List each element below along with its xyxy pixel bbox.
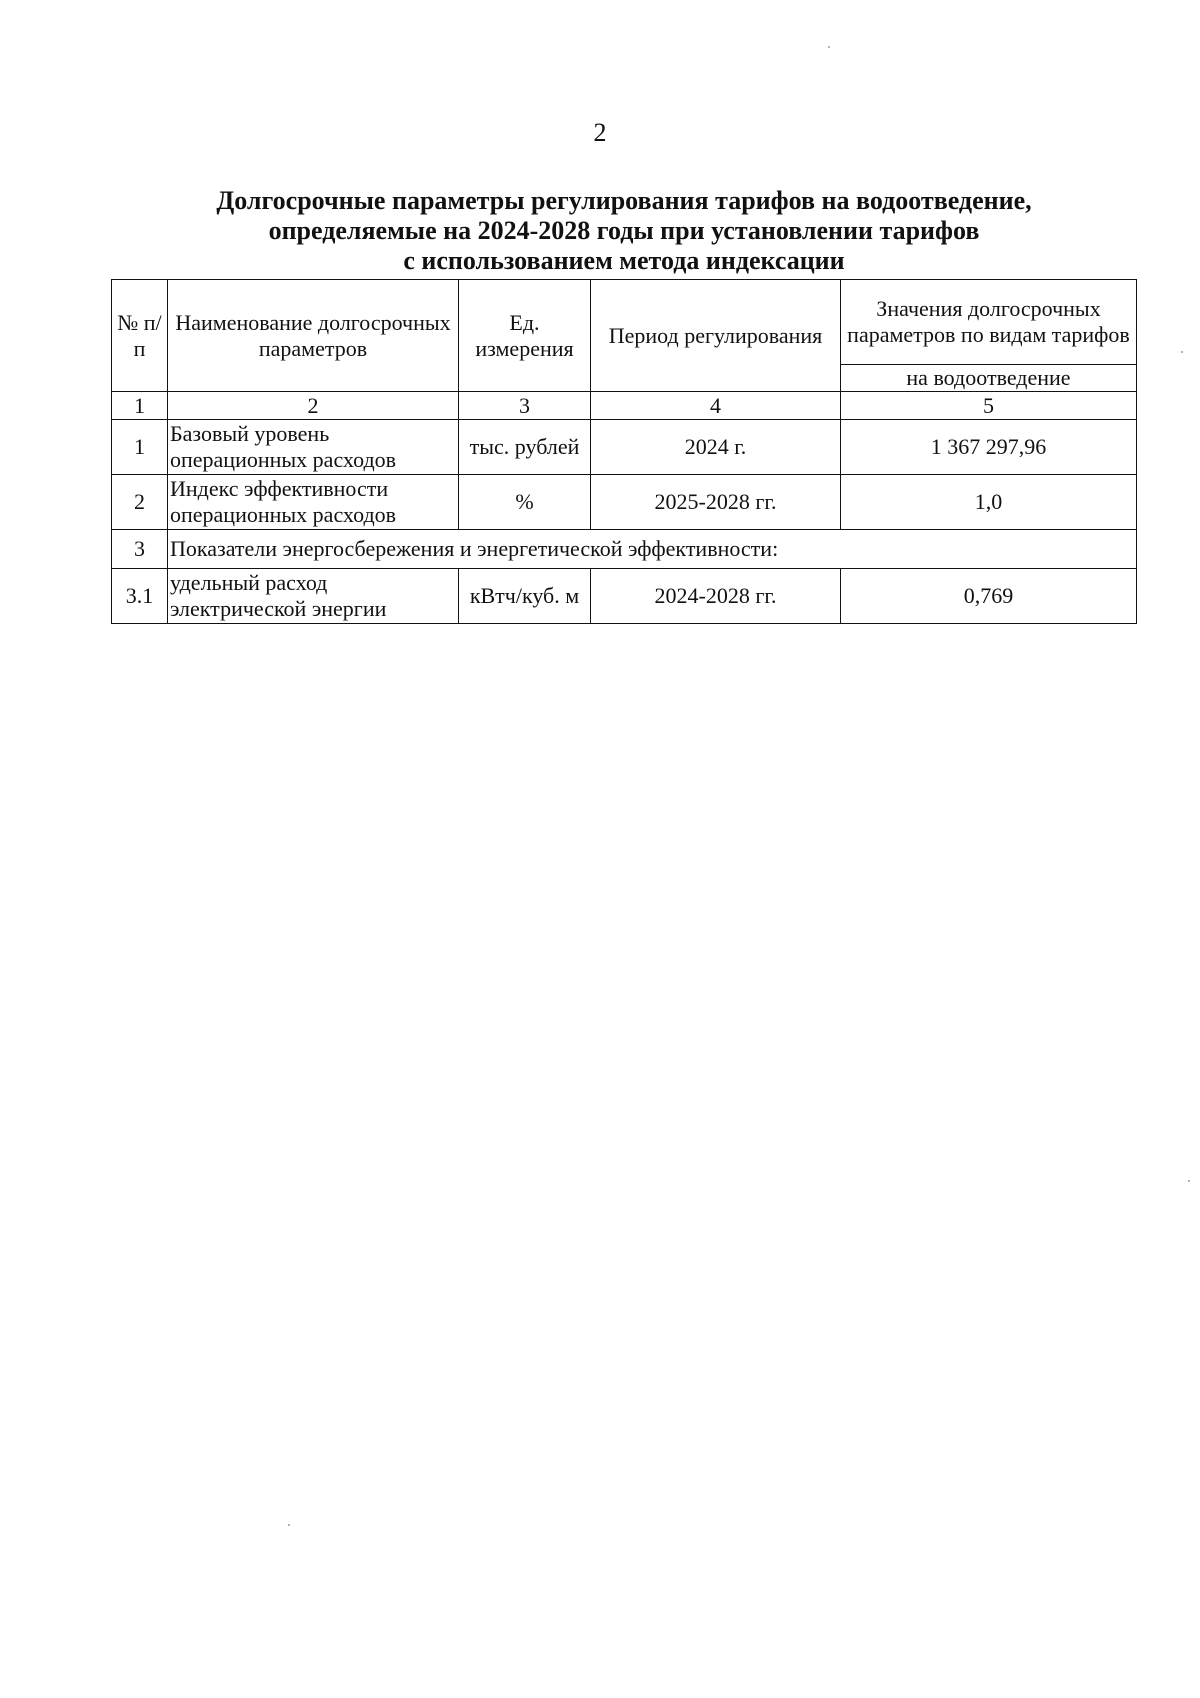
column-number: 4: [591, 392, 841, 420]
column-number: 3: [459, 392, 591, 420]
table-row: [112, 569, 1137, 624]
scan-speck: [288, 1524, 290, 1526]
column-number: 5: [841, 392, 1137, 420]
group-num: 3: [112, 530, 168, 569]
header-name: Наименование долгосрочных параметров: [168, 280, 459, 392]
scan-speck: [828, 46, 830, 48]
title-line-1: Долгосрочные параметры регулирования тарифов на водоотведение,: [216, 186, 1032, 215]
row-num: 3.1: [112, 569, 168, 624]
row-unit: %: [459, 475, 591, 530]
column-number: 1: [112, 392, 168, 420]
row-num: 1: [112, 420, 168, 475]
row-value: 0,769: [841, 569, 1137, 624]
table-row: [112, 475, 1137, 530]
row-period: 2025-2028 гг.: [591, 475, 841, 530]
row-name: Индекс эффективности операционных расходов: [168, 475, 459, 530]
group-text: Показатели энергосбережения и энергетической эффективности:: [168, 530, 1137, 569]
row-value: 1 367 297,96: [841, 420, 1137, 475]
row-value: 1,0: [841, 475, 1137, 530]
document-title: [110, 186, 1138, 276]
scan-speck: [1188, 1180, 1190, 1182]
table-row: [112, 420, 1137, 475]
column-number: 2: [168, 392, 459, 420]
row-unit: кВтч/куб. м: [459, 569, 591, 624]
row-name: Базовый уровень операционных расходов: [168, 420, 459, 475]
scan-speck: [1181, 351, 1183, 353]
header-period: Период регулирования: [591, 280, 841, 392]
header-num: № п/п: [112, 280, 168, 392]
row-period: 2024-2028 гг.: [591, 569, 841, 624]
header-values-sub: на водоотведение: [841, 365, 1137, 392]
table-header-row: [112, 280, 1137, 365]
row-name: удельный расход электрической энергии: [168, 569, 459, 624]
column-numbers-row: [112, 392, 1137, 420]
row-unit: тыс. рублей: [459, 420, 591, 475]
header-unit: Ед. измерения: [459, 280, 591, 392]
row-period: 2024 г.: [591, 420, 841, 475]
row-num: 2: [112, 475, 168, 530]
title-line-3: с использованием метода индексации: [403, 246, 845, 275]
parameters-table: [111, 279, 1137, 624]
title-line-2: определяемые на 2024-2028 годы при установлении тарифов: [268, 216, 980, 245]
page-number: 2: [593, 118, 607, 147]
table-group-row: [112, 530, 1137, 569]
header-values: Значения долгосрочных параметров по видам тарифов: [841, 280, 1137, 365]
